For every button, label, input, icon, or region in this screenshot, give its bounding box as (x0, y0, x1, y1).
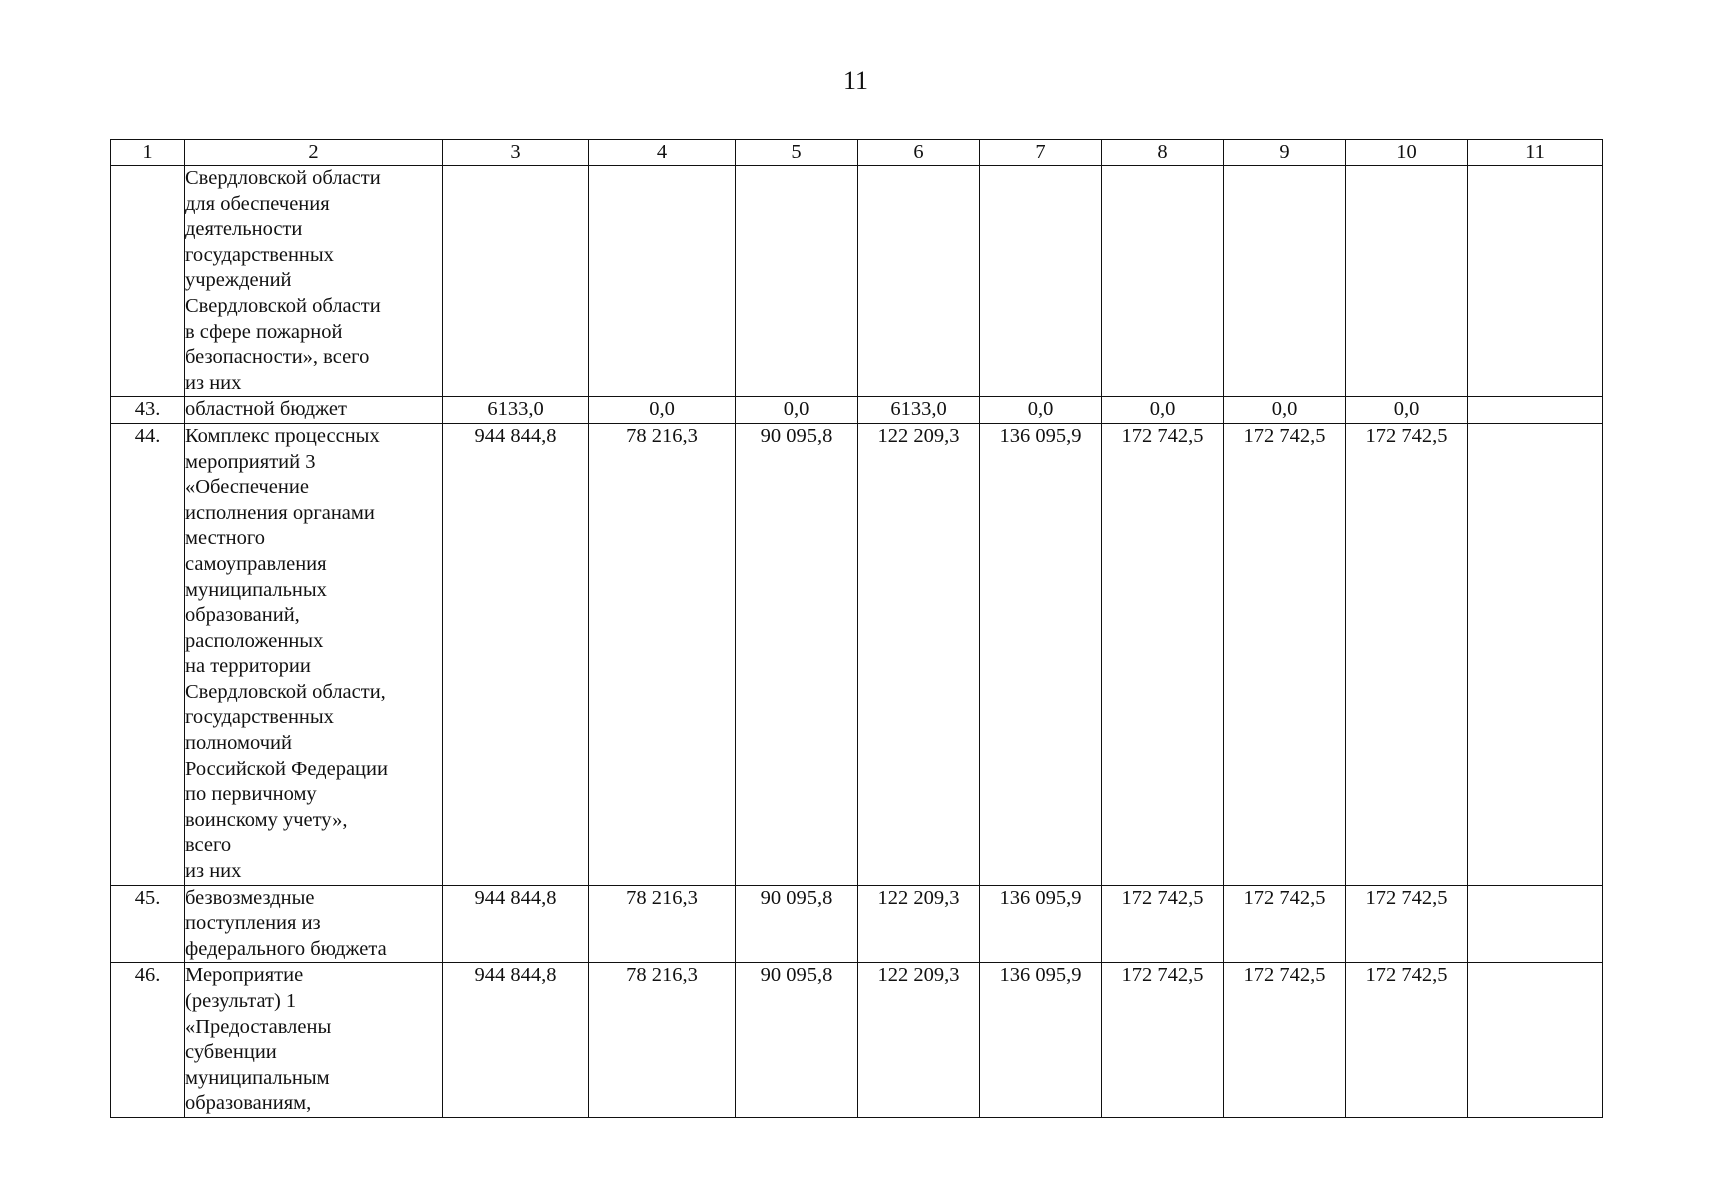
value-cell: 78 216,3 (589, 885, 736, 963)
column-header: 2 (185, 140, 443, 166)
row-name-line: безвозмездные (185, 886, 315, 909)
row-name-line: для обеспечения (185, 192, 330, 215)
value-cell (1224, 166, 1346, 397)
value-cell: 0,0 (980, 397, 1102, 424)
value-cell: 172 742,5 (1102, 885, 1224, 963)
table-row (111, 166, 1603, 397)
row-name-line: в сфере пожарной (185, 320, 343, 343)
row-name-line: Свердловской области (185, 294, 381, 317)
value-cell: 136 095,9 (980, 423, 1102, 885)
row-name-line: всего (185, 834, 232, 857)
row-name-line: муниципальным (185, 1066, 330, 1089)
row-name-line: по первичному (185, 783, 317, 806)
value-cell: 122 209,3 (858, 963, 980, 1118)
row-name-line: воинскому учету», (185, 808, 348, 831)
row-name (185, 397, 443, 424)
row-name-line: «Обеспечение (185, 476, 309, 499)
row-name-line: Комплекс процессных (185, 424, 380, 447)
row-name-line: мероприятий 3 (185, 450, 316, 473)
column-header: 11 (1468, 140, 1603, 166)
value-cell: 172 742,5 (1224, 963, 1346, 1118)
row-name (185, 166, 443, 397)
column-header: 5 (736, 140, 858, 166)
row-name-line: поступления из (185, 912, 321, 935)
row-name-line: самоуправления (185, 552, 327, 575)
value-cell: 172 742,5 (1224, 885, 1346, 963)
value-cell: 172 742,5 (1346, 963, 1468, 1118)
column-header: 3 (443, 140, 589, 166)
row-name-line: полномочий (185, 732, 292, 755)
row-name-line: «Предоставлены (185, 1015, 332, 1038)
row-name-line: субвенции (185, 1041, 277, 1064)
row-name-line: расположенных (185, 629, 324, 652)
row-name-line: из них (185, 371, 242, 394)
row-name-line: образований, (185, 604, 300, 627)
row-name-line: местного (185, 527, 266, 550)
value-cell: 0,0 (736, 397, 858, 424)
value-cell: 0,0 (1224, 397, 1346, 424)
value-cell (1468, 423, 1603, 885)
header-row (111, 140, 1603, 166)
value-cell: 944 844,8 (443, 423, 589, 885)
value-cell: 172 742,5 (1102, 963, 1224, 1118)
row-number: 46. (111, 963, 185, 1118)
row-name-line: государственных (185, 243, 334, 266)
row-name (185, 885, 443, 963)
row-name-line: государственных (185, 706, 334, 729)
column-header: 4 (589, 140, 736, 166)
value-cell: 0,0 (589, 397, 736, 424)
column-header: 8 (1102, 140, 1224, 166)
value-cell (1346, 166, 1468, 397)
value-cell: 0,0 (1102, 397, 1224, 424)
value-cell: 122 209,3 (858, 885, 980, 963)
value-cell (736, 166, 858, 397)
column-header: 9 (1224, 140, 1346, 166)
value-cell: 172 742,5 (1346, 423, 1468, 885)
row-number: 45. (111, 885, 185, 963)
budget-table (110, 139, 1603, 1118)
row-name-line: безопасности», всего (185, 346, 370, 369)
value-cell: 136 095,9 (980, 963, 1102, 1118)
value-cell (1468, 397, 1603, 424)
value-cell: 944 844,8 (443, 885, 589, 963)
value-cell: 122 209,3 (858, 423, 980, 885)
value-cell: 78 216,3 (589, 423, 736, 885)
row-name-line: из них (185, 860, 242, 883)
value-cell (858, 166, 980, 397)
table-row (111, 885, 1603, 963)
row-name (185, 963, 443, 1118)
value-cell: 172 742,5 (1102, 423, 1224, 885)
row-name-line: Свердловской области, (185, 680, 386, 703)
table-row (111, 423, 1603, 885)
column-header: 7 (980, 140, 1102, 166)
value-cell (589, 166, 736, 397)
page-number: 11 (842, 66, 869, 95)
row-name-line: муниципальных (185, 578, 327, 601)
row-name-line: образованиям, (185, 1092, 312, 1115)
row-number: 44. (111, 423, 185, 885)
row-name-line: учреждений (185, 269, 292, 292)
value-cell: 944 844,8 (443, 963, 589, 1118)
column-header: 10 (1346, 140, 1468, 166)
row-name (185, 423, 443, 885)
value-cell: 6133,0 (443, 397, 589, 424)
row-name-line: исполнения органами (185, 501, 375, 524)
value-cell (1468, 885, 1603, 963)
table-row (111, 397, 1603, 424)
value-cell: 136 095,9 (980, 885, 1102, 963)
row-name-line: Мероприятие (185, 964, 304, 987)
row-name-line: Российской Федерации (185, 757, 388, 780)
row-number (111, 166, 185, 397)
value-cell: 172 742,5 (1224, 423, 1346, 885)
value-cell (1468, 166, 1603, 397)
row-name-line: Свердловской области (185, 167, 381, 189)
value-cell: 0,0 (1346, 397, 1468, 424)
row-name-line: на территории (185, 655, 311, 678)
value-cell (443, 166, 589, 397)
table-row (111, 963, 1603, 1118)
column-header: 6 (858, 140, 980, 166)
value-cell (1102, 166, 1224, 397)
value-cell: 90 095,8 (736, 885, 858, 963)
value-cell (980, 166, 1102, 397)
row-name-line: областной бюджет (185, 398, 347, 421)
value-cell: 90 095,8 (736, 423, 858, 885)
row-number: 43. (111, 397, 185, 424)
row-name-line: деятельности (185, 218, 303, 241)
row-name-line: (результат) 1 (185, 990, 297, 1012)
row-name-line: федерального бюджета (185, 937, 387, 960)
value-cell: 90 095,8 (736, 963, 858, 1118)
value-cell: 172 742,5 (1346, 885, 1468, 963)
value-cell: 6133,0 (858, 397, 980, 424)
column-header: 1 (111, 140, 185, 166)
value-cell (1468, 963, 1603, 1118)
value-cell: 78 216,3 (589, 963, 736, 1118)
